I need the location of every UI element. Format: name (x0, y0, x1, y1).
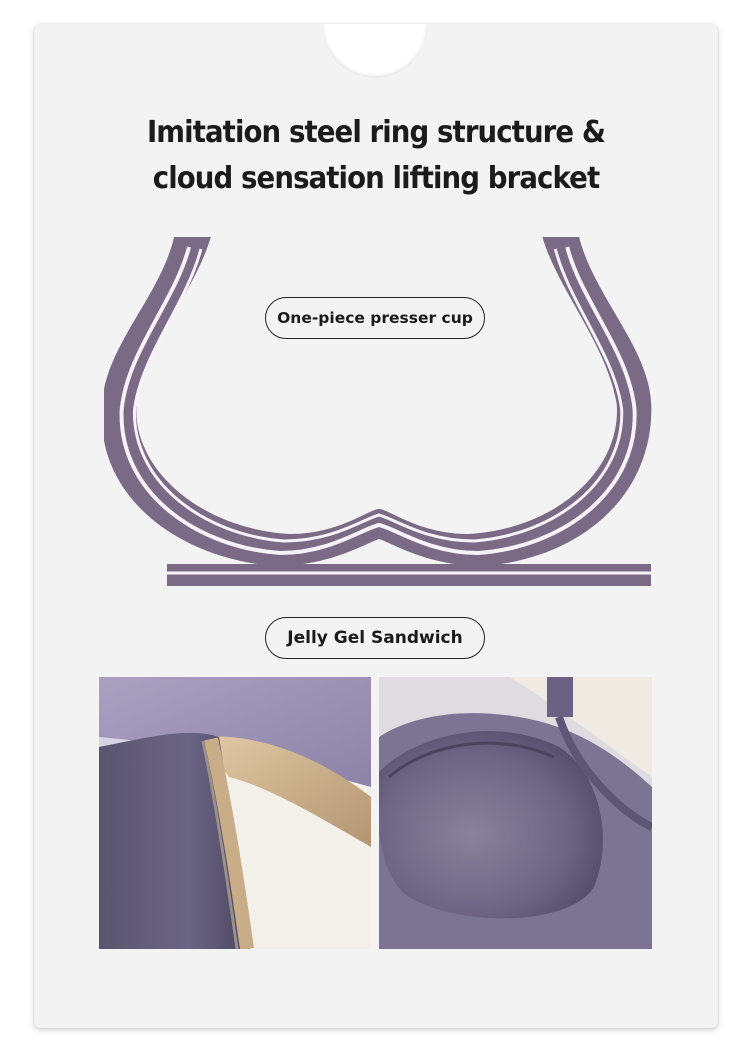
bra-cup-photo (379, 677, 652, 949)
headline-line-1: Imitation steel ring structure & (146, 115, 606, 150)
fabric-layers-photo (99, 677, 371, 949)
bra-structure-diagram (104, 229, 654, 604)
card-notch (323, 24, 427, 78)
headline (61, 110, 690, 202)
jelly-gel-label: Jelly Gel Sandwich (265, 617, 485, 659)
headline-line-2: cloud sensation lifting bracket (152, 161, 600, 196)
one-piece-cup-label: One-piece presser cup (265, 297, 485, 339)
base-band (167, 564, 651, 586)
bracket-stripe-2 (134, 249, 621, 541)
info-card (34, 24, 718, 1028)
